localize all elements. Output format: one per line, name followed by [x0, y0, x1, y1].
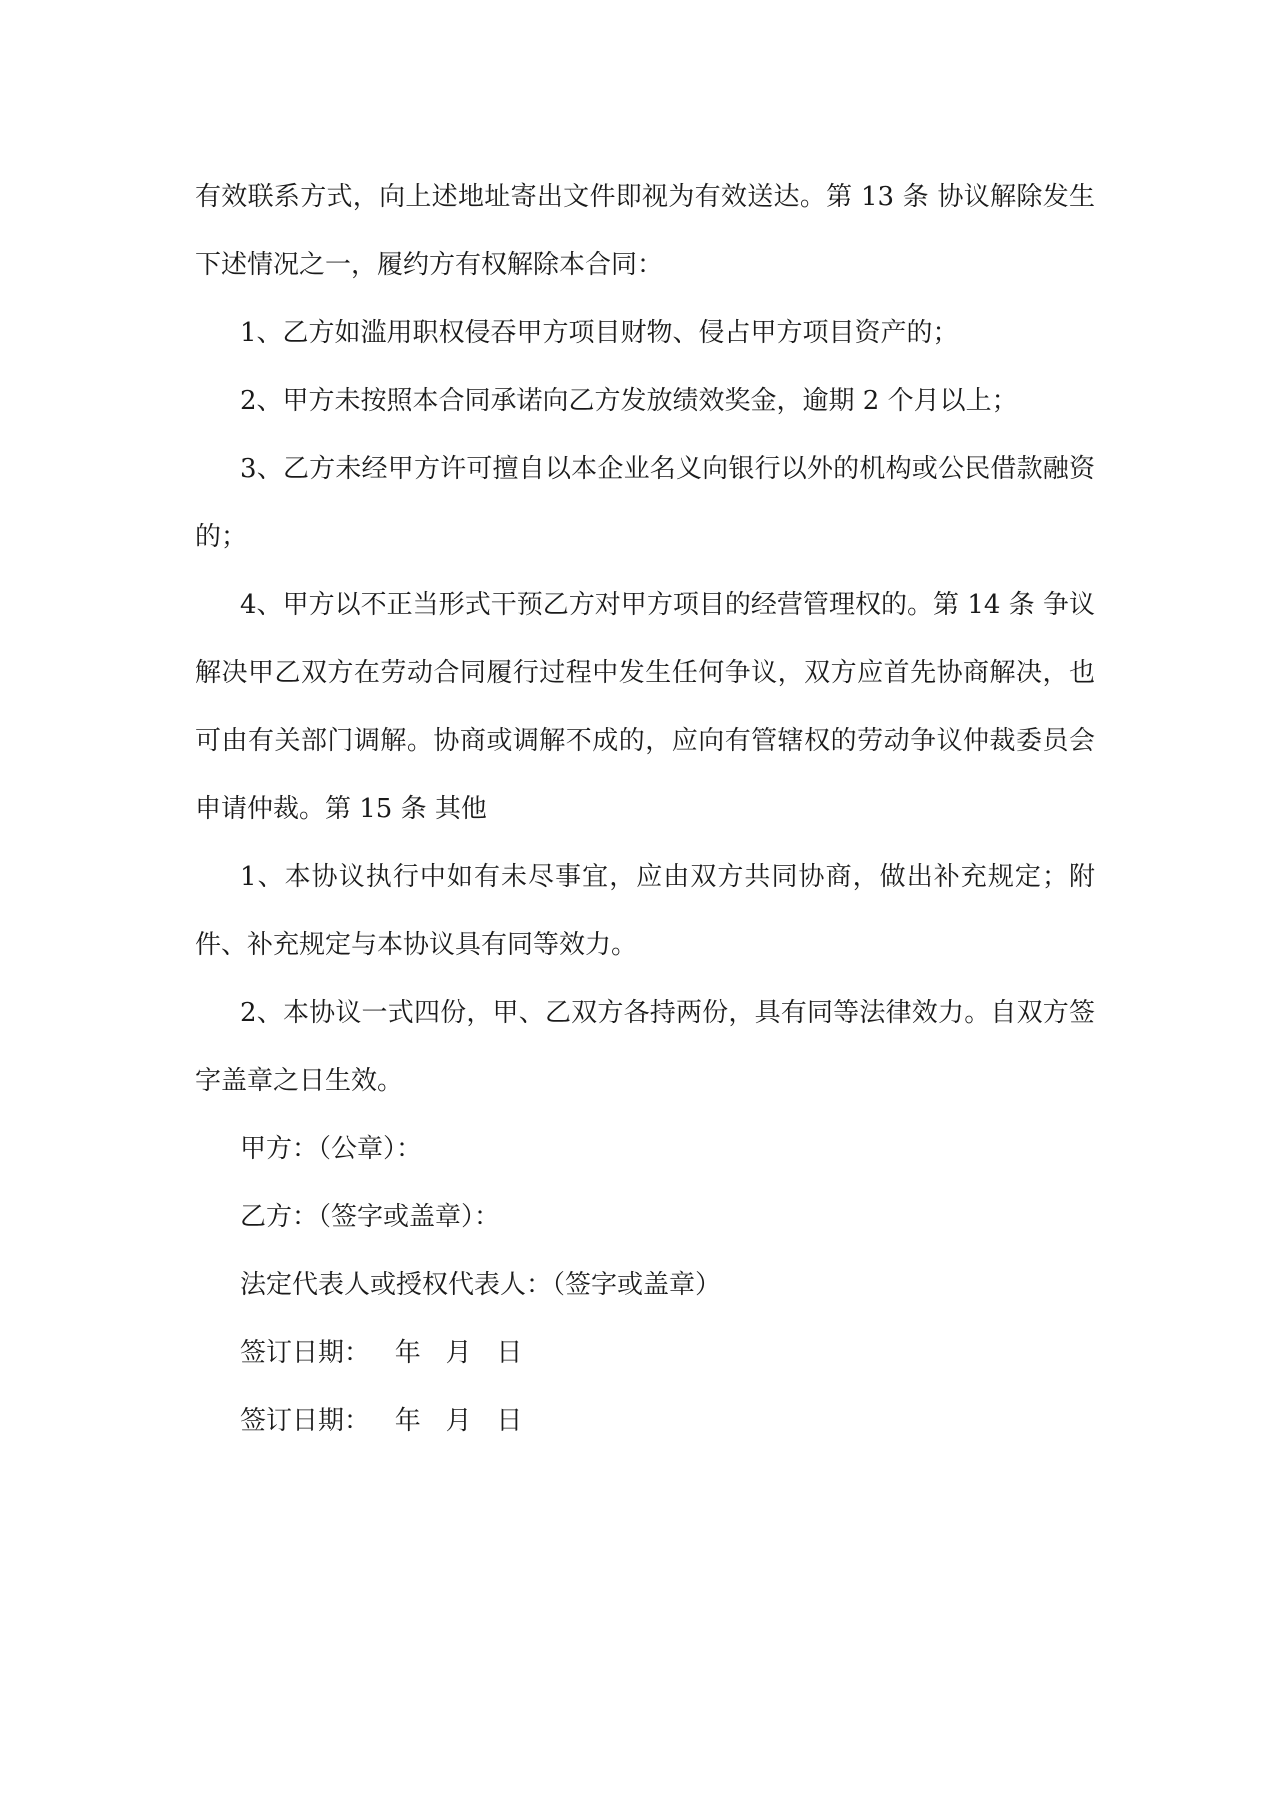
document-body: [195, 163, 1095, 1455]
paragraph-termination-item-2: 2、甲方未按照本合同承诺向乙方发放绩效奖金，逾期 2 个月以上；: [240, 386, 1018, 416]
signature-legal-representative: 法定代表人或授权代表人：（签字或盖章）: [240, 1270, 722, 1300]
signature-party-b: 乙方：（签字或盖章）：: [240, 1202, 501, 1232]
signing-date-2: 签订日期： 年 月 日: [240, 1406, 523, 1436]
paragraph-termination-intro: 有效联系方式，向上述地址寄出文件即视为有效送达。第 13 条 协议解除发生下述情况之一，履约方有权解除本合同：: [195, 182, 1095, 280]
signing-date-1: 签订日期： 年 月 日: [240, 1338, 523, 1368]
paragraph-other-item-2: 2、本协议一式四份，甲、乙双方各持两份，具有同等法律效力。自双方签字盖章之日生效。: [195, 998, 1095, 1096]
paragraph-other-item-1: 1、本协议执行中如有未尽事宜，应由双方共同协商，做出补充规定；附件、补充规定与本协议具有同等效力。: [195, 862, 1095, 960]
paragraph-termination-item-4-dispute: 4、甲方以不正当形式干预乙方对甲方项目的经营管理权的。第 14 条 争议解决甲乙双方在劳动合同履行过程中发生任何争议，双方应首先协商解决，也可由有关部门调解。协商或调解不成的，应向有管辖权的劳动争议仲裁委员会申请仲裁。第 15 条 其他: [195, 590, 1095, 824]
paragraph-termination-item-3: 3、乙方未经甲方许可擅自以本企业名义向银行以外的机构或公民借款融资的；: [195, 454, 1095, 552]
signature-party-a: 甲方：（公章）：: [240, 1134, 423, 1164]
paragraph-termination-item-1: 1、乙方如滥用职权侵吞甲方项目财物、侵占甲方项目资产的；: [240, 318, 959, 348]
